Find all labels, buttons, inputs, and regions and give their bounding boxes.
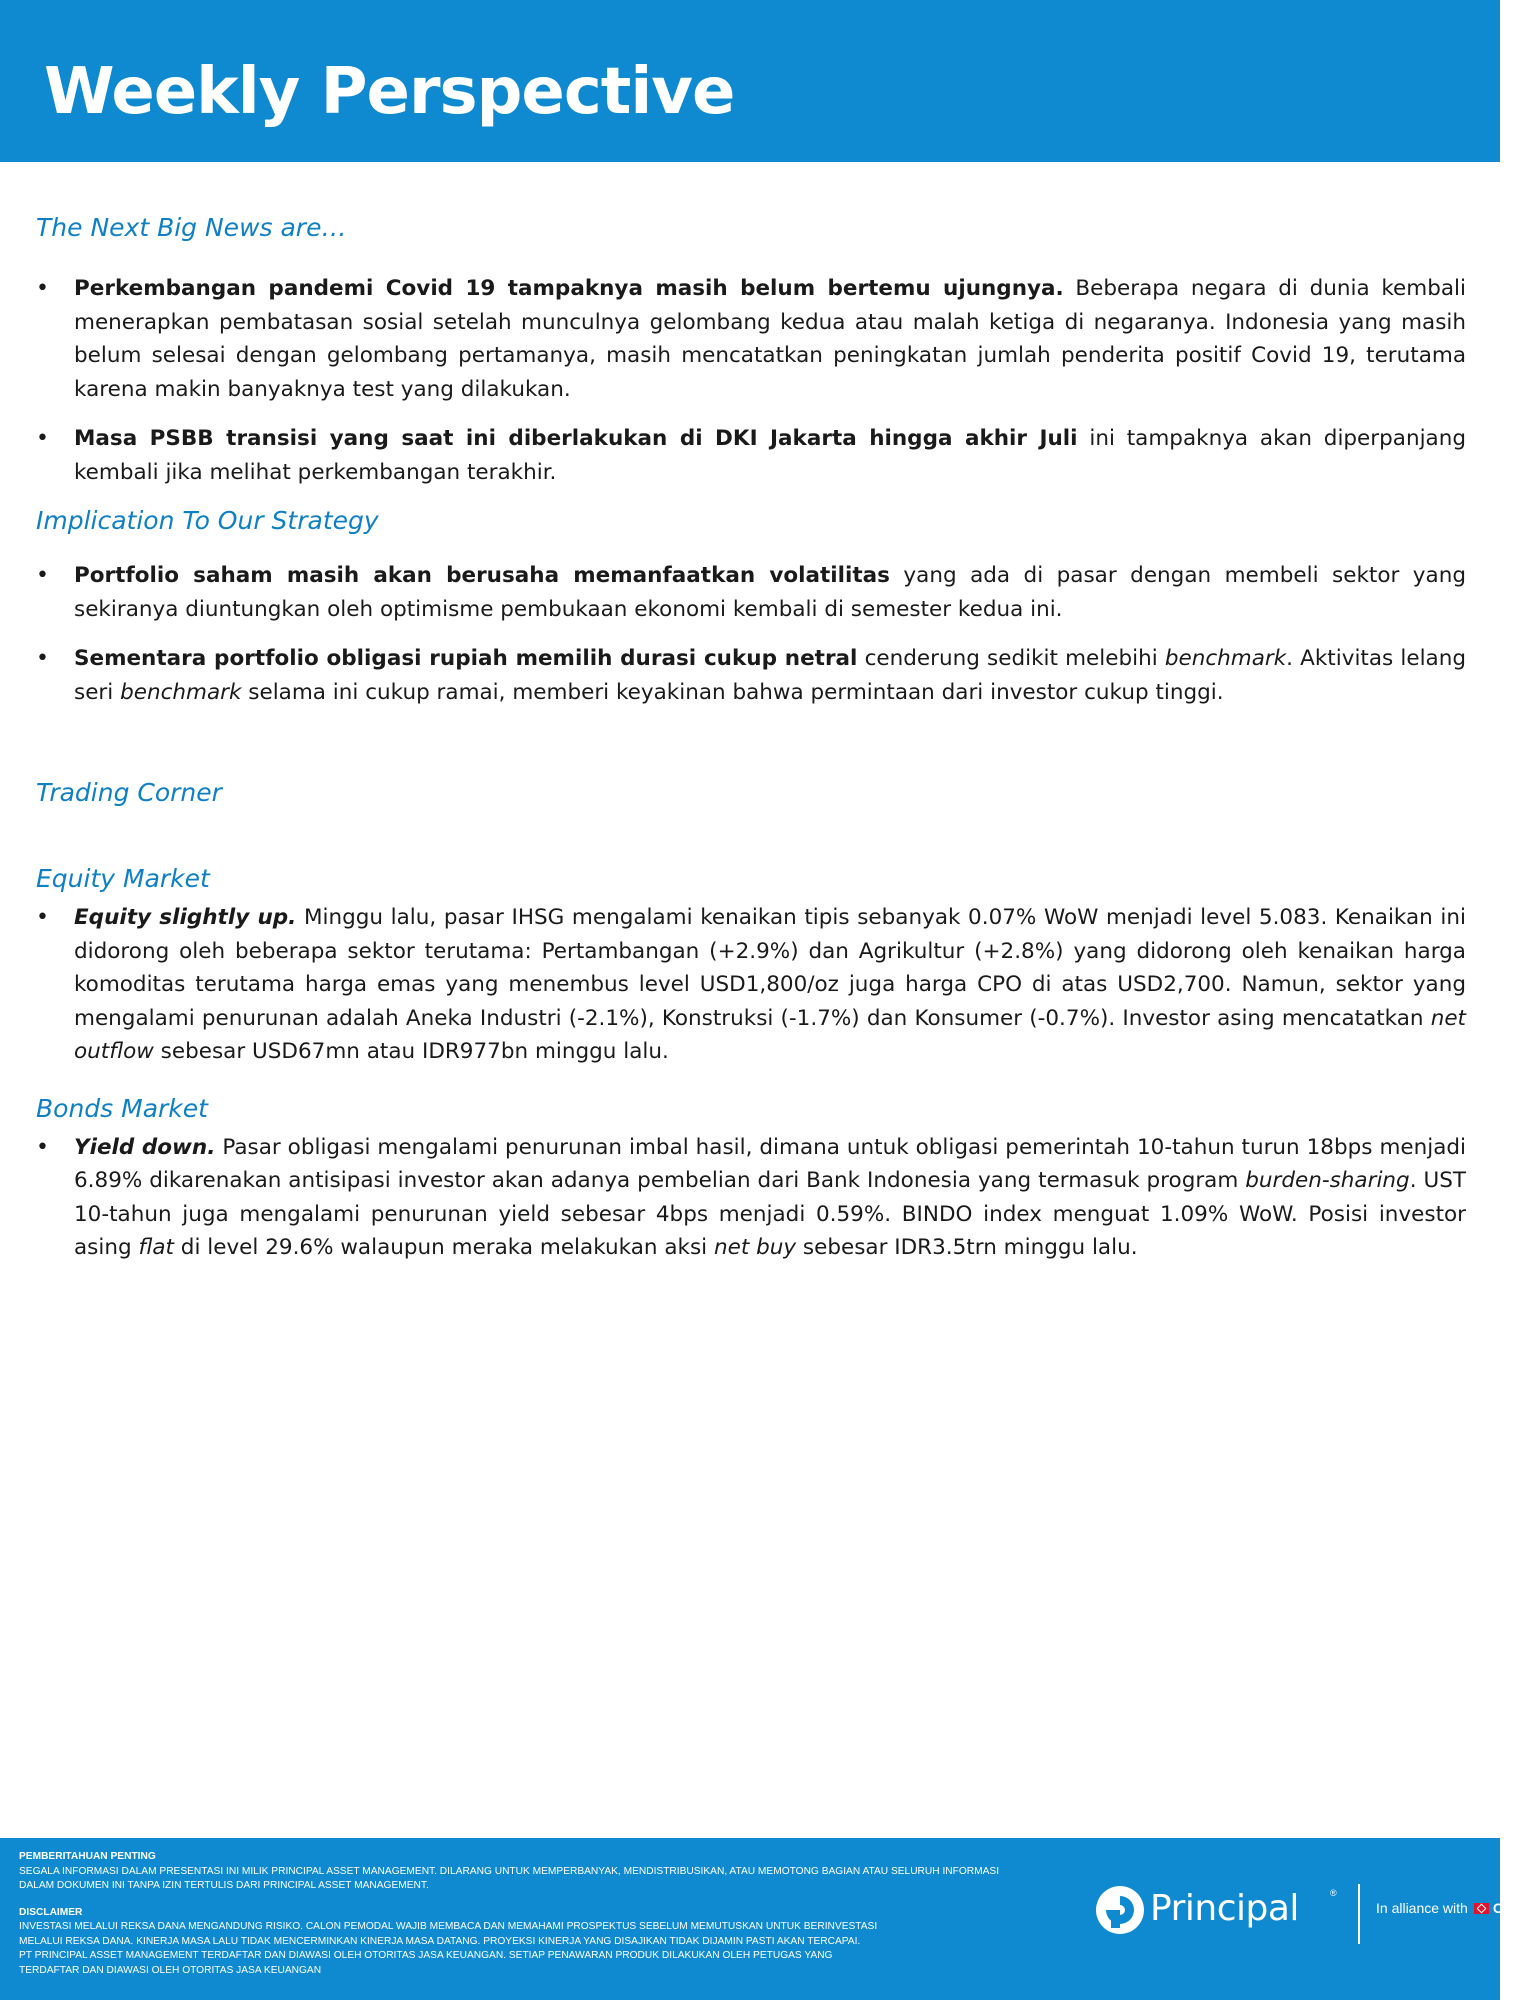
section-heading-equity: Equity Market xyxy=(36,864,210,893)
alliance-label xyxy=(1376,1900,1529,1916)
cimb-logo-icon xyxy=(1474,1903,1489,1914)
list-item xyxy=(36,559,1466,626)
bullet-italic-text: net outflow xyxy=(74,1005,1466,1064)
bullet-bold-text: Sementara portfolio obligasi rupiah memilih durasi cukup netral xyxy=(74,646,858,671)
disclaimer-line: PT PRINCIPAL ASSET MANAGEMENT TERDAFTAR DAN DIAWASI OLEH OTORITAS JASA KEUANGAN. SETIAP PENAWARAN PRODUK DILAKUKAN OLEH PETUGAS YANG xyxy=(19,1950,833,1961)
bullet-text: Beberapa negara di dunia kembali menerapkan pembatasan sosial setelah munculnya gelombang kedua atau malah ketiga di negaranya. Indonesia yang masih belum selesai dengan gelombang pertamanya, masih mencatatkan peningkatan jumlah penderita positif Covid 19, terutama karena makin banyaknya test yang dilakukan. xyxy=(74,276,1466,402)
list-item xyxy=(36,1131,1466,1265)
bullet-italic-text: benchmark xyxy=(1164,646,1287,671)
implication-list xyxy=(36,559,1466,709)
header-bar xyxy=(0,0,1500,162)
bullet-bold-text: Perkembangan pandemi Covid 19 tampaknya masih belum bertemu ujungnya. xyxy=(74,276,1064,301)
section-heading-trading-corner: Trading Corner xyxy=(36,778,222,807)
section-heading-bonds: Bonds Market xyxy=(36,1093,208,1123)
bonds-list xyxy=(36,1131,1466,1265)
footer-disclaimer xyxy=(19,1850,1079,1978)
bullet-bold-text: Masa PSBB transisi yang saat ini diberlakukan di DKI Jakarta hingga akhir Juli xyxy=(74,426,1078,451)
bullet-italic-text: flat xyxy=(138,1235,174,1260)
next-big-news-list xyxy=(36,272,1466,489)
disclaimer-line: TERDAFTAR DAN DIAWASI OLEH OTORITAS JASA KEUANGAN xyxy=(19,1964,322,1976)
logo-divider xyxy=(1358,1884,1360,1944)
bullet-icon: • xyxy=(36,426,49,451)
bullet-icon: • xyxy=(36,905,49,930)
logo-name: Principal xyxy=(1150,1888,1299,1929)
equity-list xyxy=(36,901,1466,1069)
notice-line: SEGALA INFORMASI DALAM PRESENTASI INI MILIK PRINCIPAL ASSET MANAGEMENT. DILARANG UNTUK MEMPERBANYAK, MENDISTRIBUSIKAN, ATAU MEMOTONG BAGIAN ATAU SELURUH INFORMASI xyxy=(19,1865,1000,1877)
disclaimer-line: INVESTASI MELALUI REKSA DANA MENGANDUNG RISIKO. CALON PEMODAL WAJIB MEMBACA DAN MEMAHAMI PROSPEKTUS SEBELUM MEMUTUSKAN UNTUK BERINVESTASI xyxy=(19,1921,878,1932)
notice-line: DALAM DOKUMEN INI TANPA IZIN TERTULIS DARI PRINCIPAL ASSET MANAGEMENT. xyxy=(19,1880,429,1891)
disclaimer-heading: DISCLAIMER xyxy=(19,1906,83,1918)
bullet-icon: • xyxy=(36,646,49,671)
bullet-italic-text: net buy xyxy=(713,1235,797,1260)
bullet-italic-text: burden-sharing xyxy=(1245,1168,1410,1193)
bullet-bold-italic-text: Yield down. xyxy=(74,1134,216,1160)
notice-heading: PEMBERITAHUAN PENTING xyxy=(19,1851,156,1862)
section-heading-next-big-news: The Next Big News are… xyxy=(36,213,347,242)
bullet-icon: • xyxy=(36,1134,49,1160)
principal-logo xyxy=(1090,1878,1529,1954)
trademark: ® xyxy=(1330,1888,1337,1898)
bullet-text: sebesar USD67mn atau IDR977bn minggu lalu. xyxy=(153,1039,669,1064)
principal-logo-icon xyxy=(1094,1884,1146,1936)
bullet-text: Minggu lalu, pasar IHSG mengalami kenaikan tipis sebanyak 0.07% WoW menjadi level 5.083. Kenaikan ini didorong oleh beberapa sektor terutama: Pertambangan (+2.9%) dan Agrikultur (+2.8%) yang didorong oleh kenaikan harga komoditas terutama harga emas yang menembus level USD1,800/oz juga harga CPO di atas USD2,700. Namun, sektor yang mengalami penurunan adalah Aneka Industri (-2.1%), Konstruksi (-1.7%) dan Konsumer (-0.7%). Investor asing mencatatkan xyxy=(74,905,1466,1031)
list-item xyxy=(36,642,1466,709)
bullet-text: . Aktivitas lelang seri xyxy=(74,646,1466,705)
bullet-text: ini tampaknya akan diperpanjang kembali jika melihat perkembangan terakhir. xyxy=(74,426,1466,485)
list-item xyxy=(36,272,1466,406)
alliance-text: In alliance with xyxy=(1376,1900,1468,1916)
bullet-text: sebesar IDR3.5trn minggu lalu. xyxy=(796,1235,1138,1260)
list-item xyxy=(36,901,1466,1069)
bullet-text: Pasar obligasi mengalami penurunan imbal hasil, dimana untuk obligasi pemerintah 10-tahun turun 18bps menjadi 6.89% dikarenakan antisipasi investor akan adanya pembelian dari Bank Indonesia yang termasuk program xyxy=(74,1134,1467,1193)
bullet-italic-text: benchmark xyxy=(120,679,242,705)
page-title: Weekly Perspective xyxy=(44,55,735,129)
content xyxy=(36,210,1466,1265)
bullet-text: cenderung sedikit melebihi xyxy=(857,646,1165,671)
bullet-text: selama ini cukup ramai, memberi keyakinan bahwa permintaan dari investor cukup tinggi. xyxy=(241,679,1224,705)
bullet-bold-text: Portfolio saham masih akan berusaha memanfaatkan volatilitas xyxy=(74,563,890,588)
list-item xyxy=(36,422,1466,489)
bullet-icon: • xyxy=(36,563,49,588)
bullet-icon: • xyxy=(36,276,49,301)
bullet-bold-italic-text: Equity slightly up. xyxy=(74,905,297,930)
footer-bar xyxy=(0,1838,1529,2000)
cimb-brand: CIMB xyxy=(1492,1900,1529,1916)
bullet-text: . UST 10-tahun juga mengalami penurunan yield sebesar 4bps menjadi 0.59%. BINDO index menguat 1.09% WoW. Posisi investor asing xyxy=(74,1168,1466,1260)
section-heading-implication: Implication To Our Strategy xyxy=(36,506,379,535)
bullet-text: di level 29.6% walaupun meraka melakukan aksi xyxy=(173,1235,714,1260)
bullet-text: yang ada di pasar dengan membeli sektor yang sekiranya diuntungkan oleh optimisme pembukaan ekonomi kembali di semester kedua ini. xyxy=(74,563,1466,622)
disclaimer-line: MELALUI REKSA DANA. KINERJA MASA LALU TIDAK MENCERMINKAN KINERJA MASA DATANG. PROYEKSI KINERJA YANG DISAJIKAN TIDAK DIJAMIN PASTI AKAN TERCAPAI. xyxy=(19,1935,861,1947)
